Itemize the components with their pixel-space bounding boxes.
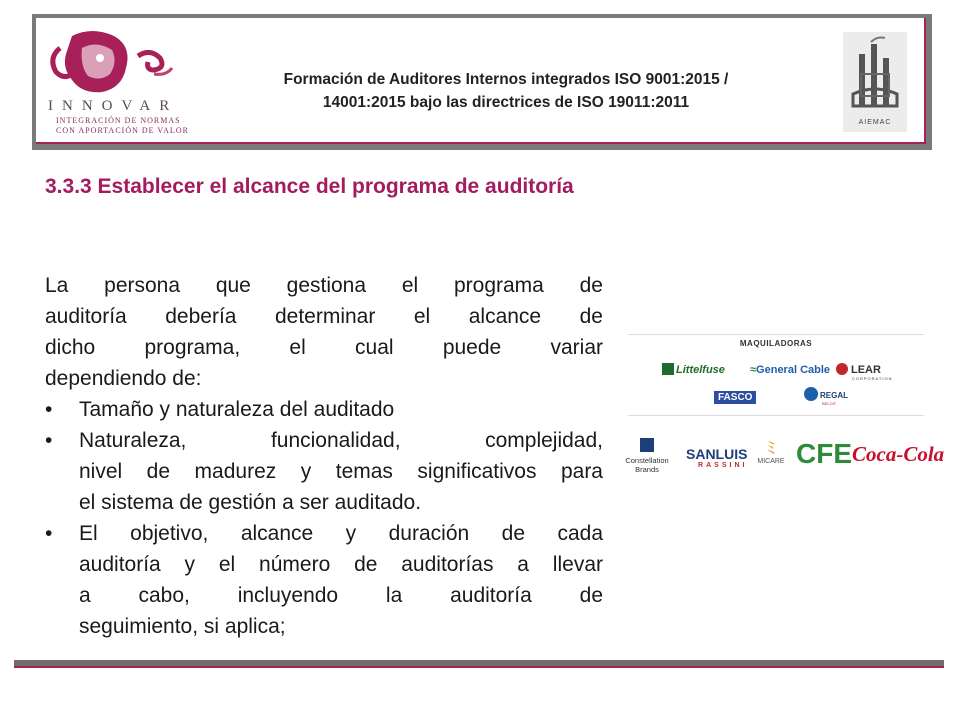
micare-logo [754, 438, 788, 465]
fasco-label: FASCO [718, 392, 753, 403]
lear-sub-label: CORPORATION [852, 376, 893, 381]
bullet-line: el sistema de gestión a ser auditado. [79, 491, 422, 514]
littelfuse-logo [662, 363, 725, 376]
innovar-logo [42, 28, 192, 140]
intro-paragraph [45, 270, 603, 394]
constellation-label-2: Brands [635, 465, 659, 474]
maquiladoras-title: MAQUILADORAS [739, 339, 813, 348]
regal-globe-icon [804, 387, 818, 401]
chimney-factory-icon [843, 34, 907, 118]
innovar-tagline-2: CON APORTACIÓN DE VALOR [56, 126, 189, 135]
lear-circle-icon [836, 363, 848, 375]
bullet-line: a cabo, incluyendo la auditoría de [79, 584, 603, 607]
bullet-line: seguimiento, si aplica; [79, 615, 286, 638]
page-title [196, 68, 816, 114]
bullet-line: auditoría y el número de auditorías a llevar [79, 553, 603, 576]
lear-logo [836, 363, 892, 381]
littelfuse-mark-icon [662, 363, 674, 375]
footer-divider [14, 660, 944, 668]
micare-label: MICARE [757, 458, 785, 465]
regal-label: REGAL [820, 391, 848, 400]
mayan-head-icon [42, 28, 192, 96]
constellation-star-icon [640, 438, 654, 452]
generalcable-label: General Cable [756, 364, 831, 376]
intro-line: La persona que gestiona el programa de [45, 274, 603, 297]
bullet-dot: • [45, 398, 53, 421]
list-item [45, 394, 603, 425]
page-title-line-2: 14001:2015 bajo las directrices de ISO 19011:2011 [322, 94, 690, 111]
list-item [45, 518, 603, 642]
bullet-line: Tamaño y naturaleza del auditado [79, 398, 395, 421]
fasco-logo [714, 391, 756, 404]
bullet-dot: • [45, 522, 53, 545]
constellation-label: Constellation [625, 456, 669, 465]
bullet-line: nivel de madurez y temas significativos para [79, 460, 603, 483]
sanluis-label: SANLUIS [686, 446, 748, 462]
micare-flame-icon: ﾐ [766, 438, 776, 458]
cfe-label: CFE [796, 438, 852, 469]
cocacola-label: Coca-Cola [852, 442, 945, 466]
maquiladoras-panel [628, 334, 924, 416]
list-item [45, 425, 603, 518]
generalcable-swoosh-icon: ≈ [750, 364, 757, 376]
page-title-line-1: Formación de Auditores Internos integrados ISO 9001:2015 / [283, 71, 729, 88]
cfe-logo [796, 438, 852, 470]
intro-line: auditoría debería determinar el alcance de [45, 305, 603, 328]
lear-label: LEAR [851, 364, 881, 376]
intro-line: dicho programa, el cual puede variar [45, 336, 603, 359]
bullet-list [45, 394, 603, 642]
bullet-line: Naturaleza, funcionalidad, complejidad, [79, 429, 603, 452]
sanluis-sub-label: RASSINI [698, 462, 748, 469]
bullet-dot: • [45, 429, 53, 452]
bullet-line: El objetivo, alcance y duración de cada [79, 522, 603, 545]
intro-line: dependiendo de: [45, 367, 202, 390]
innovar-tagline-1: INTEGRACIÓN DE NORMAS [56, 116, 181, 125]
cocacola-logo [852, 442, 944, 467]
constellation-logo [620, 438, 674, 474]
littelfuse-label: Littelfuse [676, 364, 725, 376]
aiemac-label: AIEMAC [858, 119, 892, 126]
regal-logo [804, 387, 848, 406]
innovar-wordmark: INNOVAR [48, 98, 179, 114]
sanluis-logo [686, 446, 747, 469]
section-title: 3.3.3 Establecer el alcance del programa de auditoría [45, 175, 574, 198]
generalcable-logo [750, 364, 830, 376]
regal-sub-label: BELOIT [822, 401, 837, 406]
aiemac-logo [843, 32, 907, 132]
